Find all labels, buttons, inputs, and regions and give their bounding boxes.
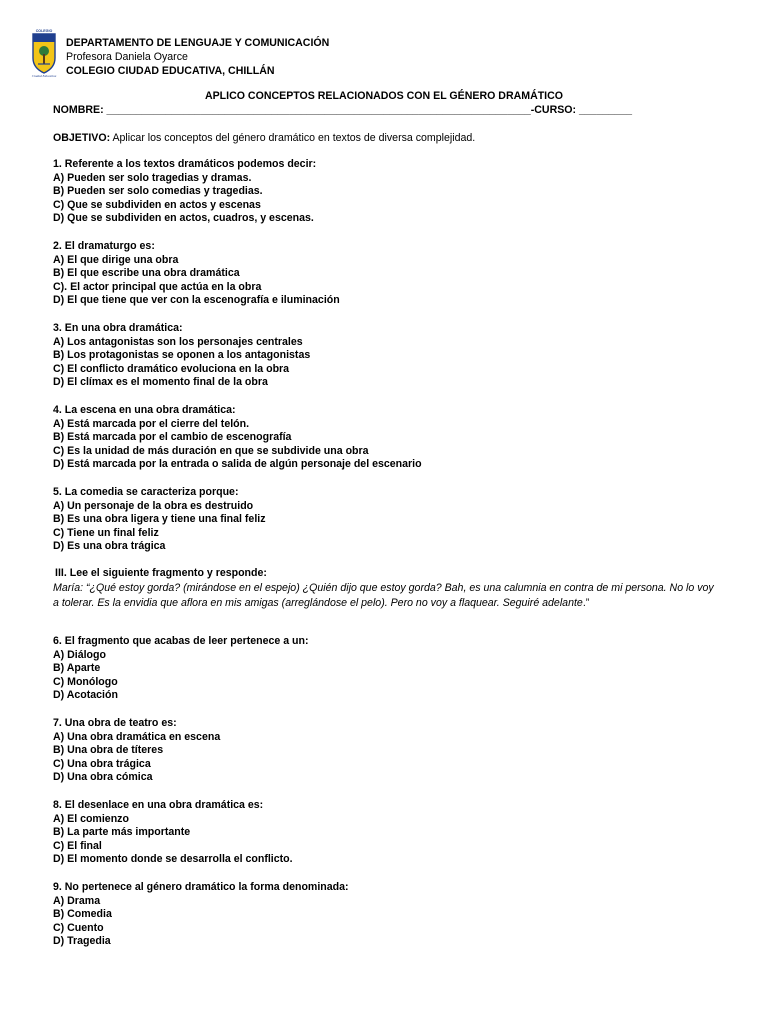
logo-bottom-text: Ciudad Educativa bbox=[31, 74, 57, 78]
option-d: D) Que se subdividen en actos, cuadros, y escenas. bbox=[53, 212, 314, 225]
option-b: B) Pueden ser solo comedias y tragedias. bbox=[53, 185, 263, 198]
question-stem: 5. La comedia se caracteriza porque: bbox=[53, 486, 239, 498]
question-stem: 7. Una obra de teatro es: bbox=[53, 717, 177, 729]
option-c: C) Tiene un final feliz bbox=[53, 526, 159, 539]
logo-top-text: COLEGIO bbox=[35, 29, 53, 33]
question-8 bbox=[53, 799, 293, 867]
option-d: D) El clímax es el momento final de la obra bbox=[53, 376, 268, 389]
question-5 bbox=[53, 486, 266, 554]
question-6 bbox=[53, 635, 309, 703]
school-name: COLEGIO CIUDAD EDUCATIVA, CHILLÁN bbox=[66, 65, 275, 77]
option-c: C) Es la unidad de más duración en que se subdivide una obra bbox=[53, 444, 369, 457]
option-c: C) El conflicto dramático evoluciona en la obra bbox=[53, 362, 290, 375]
option-c: C) Que se subdividen en actos y escenas bbox=[53, 198, 261, 211]
option-a: A) Está marcada por el cierre del telón. bbox=[53, 417, 250, 430]
objective bbox=[53, 131, 475, 145]
option-d: D) Está marcada por la entrada o salida de algún personaje del escenario bbox=[53, 458, 422, 471]
option-d: D) Es una obra trágica bbox=[53, 540, 166, 553]
question-1 bbox=[53, 158, 316, 226]
fragment-heading: III. Lee el siguiente fragmento y responde: bbox=[55, 567, 267, 579]
option-c: C). El actor principal que actúa en la obra bbox=[53, 280, 262, 293]
name-course-line: NOMBRE: ________________________________________________________________________-CURSO: _________ bbox=[53, 104, 633, 116]
fragment-text: María: “¿Qué estoy gorda? (mirándose en el espejo) ¿Quién dijo que estoy gorda? Bah, es una calumnia en contra de mi persona. No lo voy a tolerar. Es la envidia que aflora en mis amigas (arreglándose el pelo). Pero no voy a flaquear. Seguiré adelante bbox=[53, 582, 714, 609]
option-b: B) Comedia bbox=[53, 908, 112, 921]
option-d: D) El momento donde se desarrolla el conflicto. bbox=[53, 853, 293, 866]
objective-label: OBJETIVO: bbox=[53, 132, 111, 144]
option-b: B) Los protagonistas se oponen a los antagonistas bbox=[53, 349, 311, 362]
option-b: B) El que escribe una obra dramática bbox=[53, 267, 240, 280]
option-c: C) El final bbox=[53, 839, 102, 852]
option-d: D) El que tiene que ver con la escenografía e iluminación bbox=[53, 294, 340, 307]
question-stem: 8. El desenlace en una obra dramática es: bbox=[53, 799, 264, 811]
fragment-section bbox=[53, 566, 718, 611]
question-stem: 4. La escena en una obra dramática: bbox=[53, 404, 236, 416]
option-d: D) Tragedia bbox=[53, 935, 111, 948]
option-c: C) Monólogo bbox=[53, 675, 118, 688]
question-stem: 3. En una obra dramática: bbox=[53, 322, 183, 334]
option-a: A) Una obra dramática en escena bbox=[53, 730, 221, 743]
option-a: A) El que dirige una obra bbox=[53, 253, 179, 266]
option-b: B) La parte más importante bbox=[53, 826, 191, 839]
objective-text: Aplicar los conceptos del género dramático en textos de diversa complejidad. bbox=[110, 132, 476, 144]
question-stem: 1. Referente a los textos dramáticos podemos decir: bbox=[53, 158, 317, 170]
option-a: A) El comienzo bbox=[53, 812, 129, 825]
option-b: B) Es una obra ligera y tiene una final feliz bbox=[53, 513, 266, 526]
option-c: C) Cuento bbox=[53, 921, 104, 934]
header bbox=[66, 36, 329, 78]
department-name: DEPARTAMENTO DE LENGUAJE Y COMUNICACIÓN bbox=[66, 37, 330, 49]
option-a: A) Drama bbox=[53, 894, 101, 907]
fragment-body bbox=[53, 581, 718, 611]
question-4 bbox=[53, 404, 422, 472]
teacher-name: Profesora Daniela Oyarce bbox=[66, 51, 188, 63]
option-a: A) Los antagonistas son los personajes centrales bbox=[53, 335, 303, 348]
fragment-close: .” bbox=[582, 597, 590, 609]
question-3 bbox=[53, 322, 310, 390]
question-stem: 6. El fragmento que acabas de leer pertenece a un: bbox=[53, 635, 309, 647]
option-c: C) Una obra trágica bbox=[53, 757, 151, 770]
school-logo bbox=[31, 28, 57, 78]
question-stem: 2. El dramaturgo es: bbox=[53, 240, 155, 252]
question-9 bbox=[53, 881, 349, 949]
option-d: D) Acotación bbox=[53, 689, 118, 702]
option-b: B) Una obra de títeres bbox=[53, 744, 164, 757]
question-stem: 9. No pertenece al género dramático la forma denominada: bbox=[53, 881, 349, 893]
option-d: D) Una obra cómica bbox=[53, 771, 153, 784]
question-2 bbox=[53, 240, 340, 308]
option-b: B) Está marcada por el cambio de escenografía bbox=[53, 431, 292, 444]
option-a: A) Un personaje de la obra es destruido bbox=[53, 499, 254, 512]
question-7 bbox=[53, 717, 220, 785]
option-a: A) Diálogo bbox=[53, 648, 106, 661]
document-title: APLICO CONCEPTOS RELACIONADOS CON EL GÉNERO DRAMÁTICO bbox=[204, 90, 564, 102]
option-b: B) Aparte bbox=[53, 662, 101, 675]
option-a: A) Pueden ser solo tragedias y dramas. bbox=[53, 171, 252, 184]
